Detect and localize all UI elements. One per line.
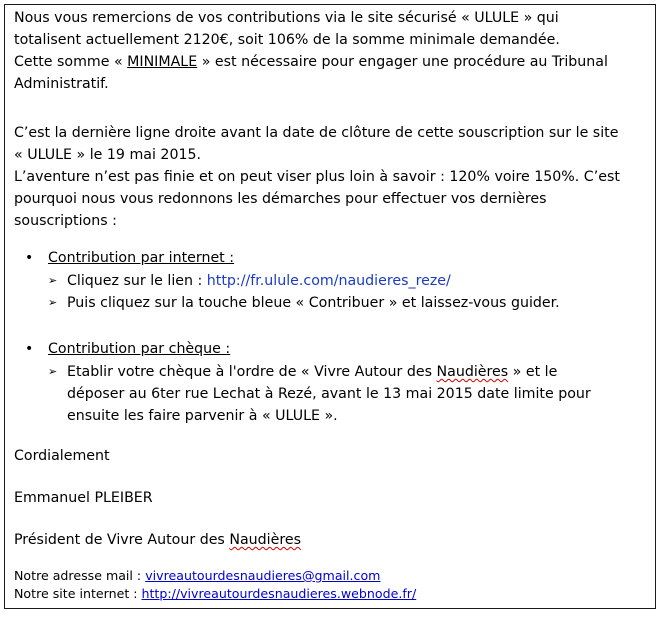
mail-label: Notre adresse mail :	[14, 568, 146, 583]
closing-text: Cordialement	[14, 448, 110, 464]
para1-line3	[14, 51, 608, 73]
site-label: Notre site internet :	[14, 586, 142, 601]
cheque-heading: Contribution par chèque :	[48, 341, 231, 357]
cheque-bullet: •	[25, 341, 34, 357]
internet-step1	[67, 270, 451, 292]
para2-line5: souscriptions :	[14, 213, 117, 229]
para1-line2: totalisent actuellement 2120€, soit 106% de la somme minimale demandée.	[14, 32, 560, 48]
para2-line4: pourquoi nous vous redonnons les démarches pour effectuer vos dernières	[14, 191, 547, 207]
cheque-line3: ensuite les faire parvenir à « ULULE ».	[67, 408, 338, 424]
signature-name: Emmanuel PLEIBER	[14, 490, 153, 506]
naudieres-word: Naudières	[229, 532, 301, 548]
cheque-line1-a: Etablir votre chèque à l'ordre de « Vivre Autour des	[67, 364, 437, 380]
naudieres-word: Naudières	[436, 364, 509, 380]
site-link[interactable]: http://vivreautourdesnaudieres.webnode.fr/	[141, 586, 417, 601]
para1-line4: Administratif.	[14, 76, 109, 92]
arrow-icon: ➢	[48, 296, 58, 309]
para2-line3: L’aventure n’est pas finie et on peut viser plus loin à savoir : 120% voire 150%. C’est	[14, 169, 620, 185]
internet-step2: Puis cliquez sur la touche bleue « Contribuer » et laissez-vous guider.	[67, 295, 560, 311]
para2-line2: « ULULE » le 19 mai 2015.	[14, 147, 202, 163]
internet-bullet: •	[25, 250, 34, 266]
letter-page	[4, 4, 656, 609]
para1-line3-c: » est nécessaire pour engager une procédure au Tribunal	[197, 54, 608, 70]
mail-link[interactable]: vivreautourdesnaudieres@gmail.com	[145, 568, 381, 583]
arrow-icon: ➢	[48, 365, 58, 378]
para1-line1: Nous vous remercions de vos contributions via le site sécurisé « ULULE » qui	[14, 10, 559, 26]
internet-step1-prefix: Cliquez sur le lien :	[67, 273, 207, 289]
signature-title-a: Président de Vivre Autour des	[14, 532, 230, 548]
signature-title	[14, 529, 301, 551]
cheque-line1	[67, 361, 557, 383]
cheque-line2: déposer au 6ter rue Lechat à Rezé, avant le 13 mai 2015 date limite pour	[67, 386, 591, 402]
ulule-link[interactable]: http://fr.ulule.com/naudieres_reze/	[206, 273, 451, 289]
minimale-text: MINIMALE	[127, 54, 198, 70]
para1-line3-a: Cette somme «	[14, 54, 128, 70]
arrow-icon: ➢	[48, 274, 58, 287]
para2-line1: C’est la dernière ligne droite avant la date de clôture de cette souscription sur le site	[14, 125, 619, 141]
internet-heading: Contribution par internet :	[48, 250, 235, 266]
cheque-line1-c: » et le	[508, 364, 558, 380]
site-line	[14, 585, 416, 603]
mail-line	[14, 567, 380, 585]
